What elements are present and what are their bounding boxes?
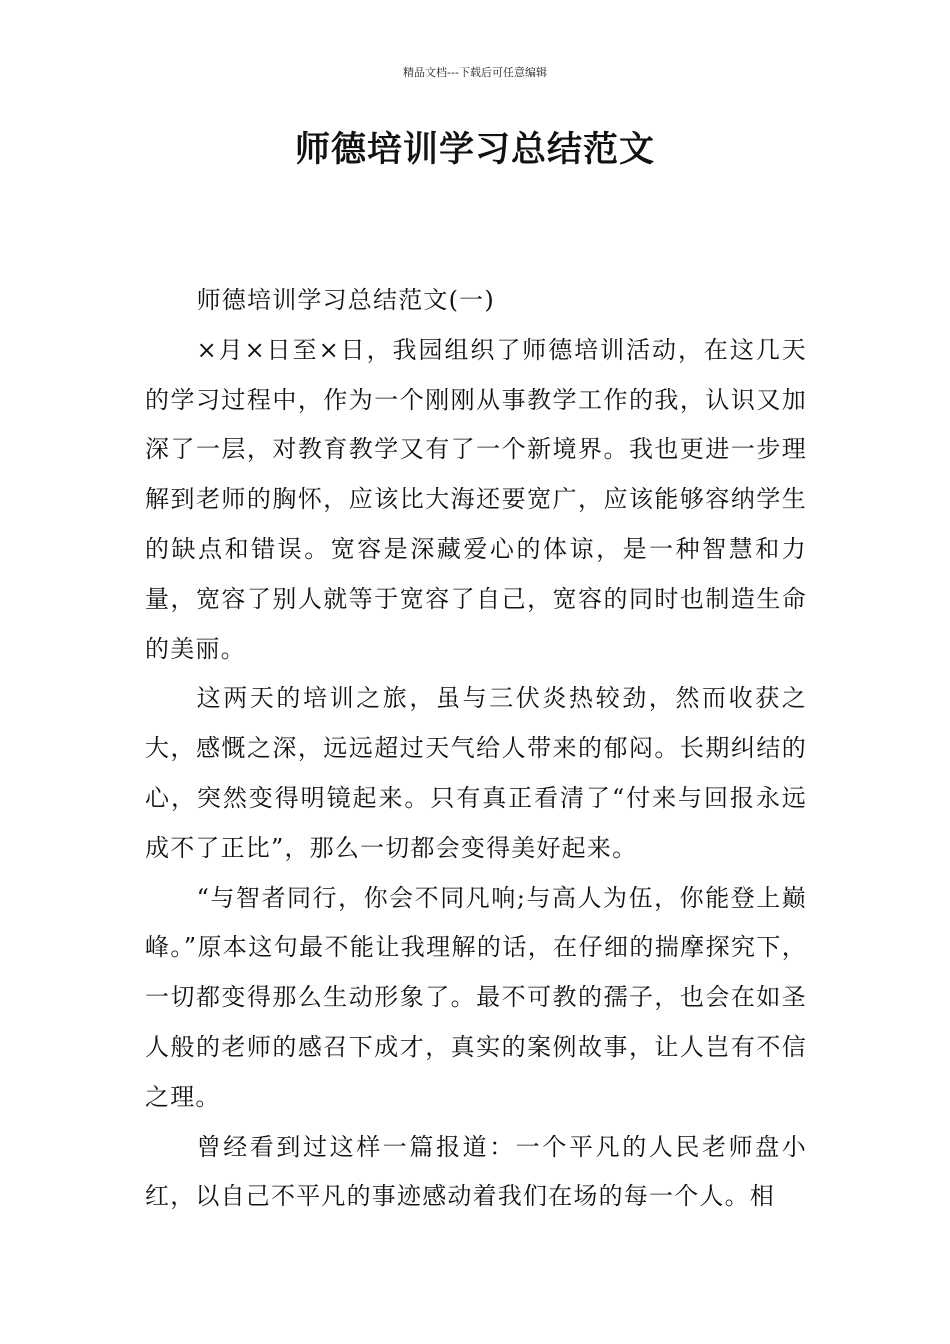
body-paragraph: 这两天的培训之旅，虽与三伏炎热较劲，然而收获之大，感慨之深，远远超过天气给人带来的郁闷。长期纠结的心，突然变得明镜起来。只有真正看清了“付来与回报永远成不了正比”，那么一切都会变得美好起来。 bbox=[145, 684, 807, 862]
body-paragraph: ×月×日至×日，我园组织了师德培训活动，在这几天的学习过程中，作为一个刚刚从事教学工作的我，认识又加深了一层，对教育教学又有了一个新境界。我也更进一步理解到老师的胸怀，应该比大海还要宽广，应该能够容纳学生的缺点和错误。宽容是深藏爱心的体谅，是一种智慧和力量，宽容了别人就等于宽容了自己，宽容的同时也制造生命的美丽。 bbox=[145, 335, 807, 663]
document-title: 师德培训学习总结范文 bbox=[294, 130, 655, 170]
section-subtitle: 师德培训学习总结范文(一) bbox=[196, 286, 495, 314]
body-paragraph: 曾经看到过这样一篇报道：一个平凡的人民老师盘小红，以自己不平凡的事迹感动着我们在场的每一个人。相 bbox=[145, 1132, 807, 1211]
body-paragraph: “与智者同行，你会不同凡响;与高人为伍，你能登上巅峰。”原本这句最不能让我理解的话，在仔细的揣摩探究下，一切都变得那么生动形象了。最不可教的孺子，也会在如圣人般的老师的感召下成才，真实的案例故事，让人岂有不信之理。 bbox=[145, 883, 807, 1111]
page-header-note: 精品文档---下载后可任意编辑 bbox=[403, 66, 547, 79]
document-body bbox=[145, 276, 807, 1222]
